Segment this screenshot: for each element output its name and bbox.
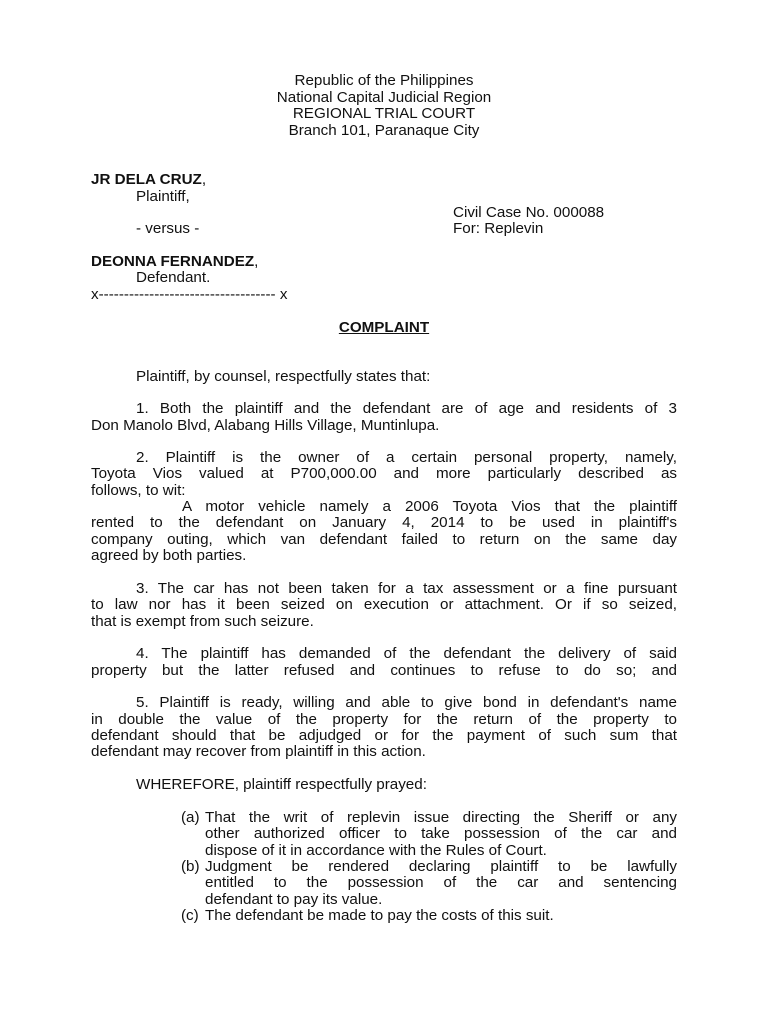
para3-line3: that is exempt from such seizure. <box>91 613 314 630</box>
plaintiff-role: Plaintiff, <box>136 188 190 205</box>
para5-line4: defendant may recover from plaintiff in this action. <box>91 743 426 760</box>
para2-line7: agreed by both parties. <box>91 547 247 564</box>
defendant-name: DEONNA FERNANDEZ <box>91 253 255 270</box>
defendant-name-line: DEONNA FERNANDEZ, <box>91 253 259 270</box>
plaintiff-name-line: JR DELA CRUZ, <box>91 171 207 188</box>
plaintiff-name: JR DELA CRUZ <box>91 171 202 188</box>
heading-region: National Capital Judicial Region <box>276 89 492 106</box>
heading-court: REGIONAL TRIAL COURT <box>292 105 476 122</box>
heading-republic: Republic of the Philippines <box>294 72 474 89</box>
wherefore-clause: WHEREFORE, plaintiff respectfully prayed: <box>136 776 427 793</box>
para2-line2: Toyota Vios valued at P700,000.00 and more particularly described as <box>91 465 677 482</box>
prayer-a-label: (a) <box>181 809 200 826</box>
document-title: COMPLAINT <box>338 319 430 336</box>
para2-line1: 2. Plaintiff is the owner of a certain personal property, namely, <box>136 449 677 466</box>
prayer-c-line1: The defendant be made to pay the costs of this suit. <box>205 907 554 924</box>
prayer-a-line3: dispose of it in accordance with the Rules of Court. <box>205 842 547 859</box>
case-for: For: Replevin <box>453 220 544 237</box>
para1-line2: Don Manolo Blvd, Alabang Hills Village, Muntinlupa. <box>91 417 440 434</box>
prayer-a-line1: That the writ of replevin issue directing the Sheriff or any <box>205 809 677 826</box>
caption-separator: x----------------------------------- x <box>91 286 288 303</box>
case-number: Civil Case No. 000088 <box>453 204 605 221</box>
para2-line5: rented to the defendant on January 4, 2014 to be used in plaintiff's <box>91 514 677 531</box>
prayer-b-line1: Judgment be rendered declaring plaintiff to be lawfully <box>205 858 677 875</box>
versus-label: - versus - <box>136 220 200 237</box>
para5-line3: defendant should that be adjudged or for the payment of such sum that <box>91 727 677 744</box>
para2-line6: company outing, which van defendant failed to return on the same day <box>91 531 677 548</box>
para2-line3: follows, to wit: <box>91 482 186 499</box>
para3-line2: to law nor has it been seized on execution or attachment. Or if so seized, <box>91 596 677 613</box>
para4-line1: 4. The plaintiff has demanded of the defendant the delivery of said <box>136 645 677 662</box>
prayer-b-line3: defendant to pay its value. <box>205 891 383 908</box>
prayer-b-label: (b) <box>181 858 200 875</box>
para4-line2: property but the latter refused and continues to refuse to do so; and <box>91 662 677 679</box>
para3-line1: 3. The car has not been taken for a tax assessment or a fine pursuant <box>136 580 677 597</box>
prayer-a-line2: other authorized officer to take possession of the car and <box>205 825 677 842</box>
prayer-b-line2: entitled to the possession of the car and sentencing <box>205 874 677 891</box>
prayer-c-label: (c) <box>181 907 199 924</box>
intro-statement: Plaintiff, by counsel, respectfully states that: <box>136 368 431 385</box>
para1-line1: 1. Both the plaintiff and the defendant are of age and residents of 3 <box>136 400 677 417</box>
para5-line2: in double the value of the property for the return of the property to <box>91 711 677 728</box>
para5-line1: 5. Plaintiff is ready, willing and able to give bond in defendant's name <box>136 694 677 711</box>
heading-branch: Branch 101, Paranaque City <box>288 122 480 139</box>
defendant-role: Defendant. <box>136 269 211 286</box>
para2-line4: A motor vehicle namely a 2006 Toyota Vios that the plaintiff <box>182 498 677 515</box>
